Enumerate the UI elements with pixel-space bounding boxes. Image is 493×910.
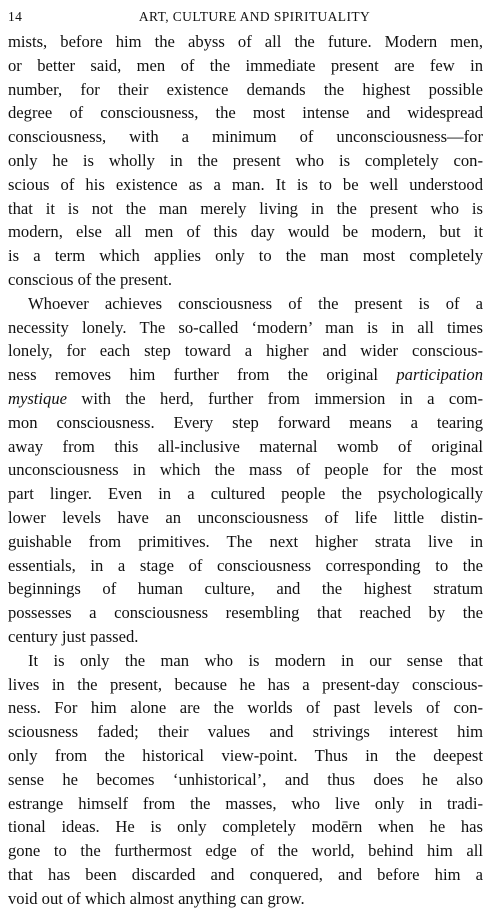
text-line: guishable from primitives. The next higher strata live in (8, 531, 483, 551)
text-line: mists, before him the abyss of all the future. Modern men, (8, 32, 483, 51)
italic-term: mystique (8, 388, 67, 408)
text-line: sciousness faded; their values and strivings interest him (8, 722, 483, 742)
text-line: conscious of the present. (8, 269, 173, 289)
text-line: or better said, men of the immediate present are few in (8, 55, 483, 75)
text-line: mon consciousness. Every step forward means a tearing (8, 412, 483, 432)
text-line: consciousness, with a minimum of unconsciousness—for (8, 127, 483, 147)
text-line: that it is not the man merely living in the present who is (8, 198, 483, 218)
text-line: tional ideas. He is only completely modērn when he has (8, 817, 483, 837)
italic-term: participation (396, 365, 483, 385)
text-line: only he is wholly in the present who is completely con- (8, 150, 483, 170)
text-line: possesses a consciousness resembling that reached by the (8, 603, 483, 623)
text-line: void out of which almost anything can grow. (8, 888, 305, 908)
text-line: part linger. Even in a cultured people the psychologically (8, 484, 483, 504)
running-title: ART, CULTURE AND SPIRITUALITY (138, 9, 371, 24)
text-line: lives in the present, because he has a present-day conscious- (8, 674, 483, 694)
text-line: necessity lonely. The so-called ‘modern’ man is in all times (8, 317, 483, 337)
page-number: 14 (8, 9, 23, 24)
text-line: is a term which applies only to the man most completely (8, 246, 483, 266)
text-line: sense he becomes ‘unhistorical’, and thus does he also (8, 769, 483, 789)
text-line: unconsciousness in which the mass of people for the most (8, 460, 483, 480)
text-line: ness. For him alone are the worlds of past levels of con- (8, 698, 483, 718)
text-line: century just passed. (8, 626, 139, 646)
text-line: that has been discarded and conquered, and before him a (8, 864, 483, 884)
text-line: lonely, for each step toward a higher and wider conscious- (8, 341, 483, 361)
text-line: Whoever achieves consciousness of the present is of a (28, 293, 483, 313)
text-line: degree of consciousness, the most intense and widespread (8, 103, 483, 123)
text-line: modern, else all men of this day would be modern, but it (8, 222, 483, 242)
text-line: scious of his existence as a man. It is to be well understood (8, 174, 483, 194)
text-line: number, for their existence demands the highest possible (8, 79, 483, 99)
text-line: lower levels have an unconsciousness of life little distin- (8, 507, 483, 527)
running-head (8, 6, 481, 28)
text-line: only from the historical view-point. Thus in the deepest (8, 745, 483, 765)
text-line: gone to the furthermost edge of the world, behind him all (8, 841, 483, 861)
text-line: ness removes him further from the original participation (8, 365, 483, 385)
text-line: beginnings of human culture, and the highest stratum (8, 579, 483, 599)
text-line: mystique with the herd, further from immersion in a com- (8, 388, 483, 408)
text-line: It is only the man who is modern in our sense that (28, 650, 483, 670)
text-line: estrange himself from the masses, who live only in tradi- (8, 793, 483, 813)
text-line: essentials, in a stage of consciousness corresponding to the (8, 555, 483, 575)
body-text (8, 30, 483, 910)
text-line: away from this all-inclusive maternal womb of original (8, 436, 483, 456)
